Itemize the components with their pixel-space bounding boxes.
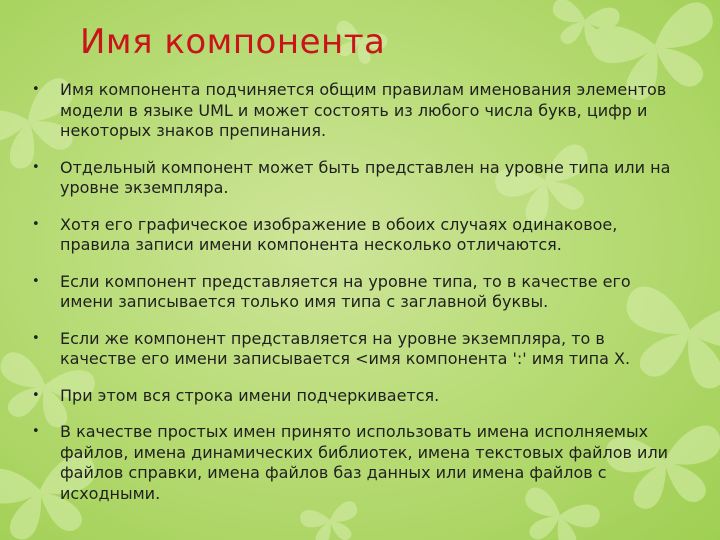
slide-title: Имя компонента — [80, 22, 386, 62]
bullet-text: Если же компонент представляется на уровне экземпляра, то в качестве его имени записывается <имя компонента ':' имя типа Х. — [60, 328, 631, 368]
bullet-text: Отдельный компонент может быть представлен на уровне типа или на уровне экземпляра. — [60, 157, 671, 197]
bullet-marker: • — [32, 387, 40, 403]
list-item — [32, 215, 672, 256]
list-item — [32, 272, 672, 313]
bullet-text: Хотя его графическое изображение в обоих случаях одинаковое, правила записи имени компонента несколько отличаются. — [60, 214, 618, 254]
bullet-text: Имя компонента подчиняется общим правилам именования элементов модели в языке UML и может состоять из любого числа букв, цифр и некоторых знаков препинания. — [60, 80, 667, 140]
bullet-text: Если компонент представляется на уровне типа, то в качестве его имени записывается только имя типа с заглавной буквы. — [60, 271, 631, 311]
bullet-marker: • — [32, 82, 40, 97]
bullet-text: При этом вся строка имени подчеркивается. — [60, 385, 440, 405]
list-item — [32, 386, 672, 407]
bullet-marker: • — [32, 159, 40, 175]
bullet-marker: • — [32, 216, 40, 232]
butterfly-icon — [299, 500, 363, 540]
bullet-marker: • — [32, 424, 40, 439]
bullet-marker: • — [32, 273, 40, 289]
list-item — [32, 80, 672, 142]
bullet-list — [32, 80, 672, 504]
bullet-text: В качестве простых имен принято использовать имена исполняемых файлов, имена динамических библиотек, имена текстовых файлов или файлов справки, имена файлов баз данных или имена файлов с исходными. — [60, 422, 669, 503]
list-item — [32, 329, 672, 370]
list-item — [32, 158, 672, 199]
list-item — [32, 422, 672, 504]
bullet-marker: • — [32, 330, 40, 346]
